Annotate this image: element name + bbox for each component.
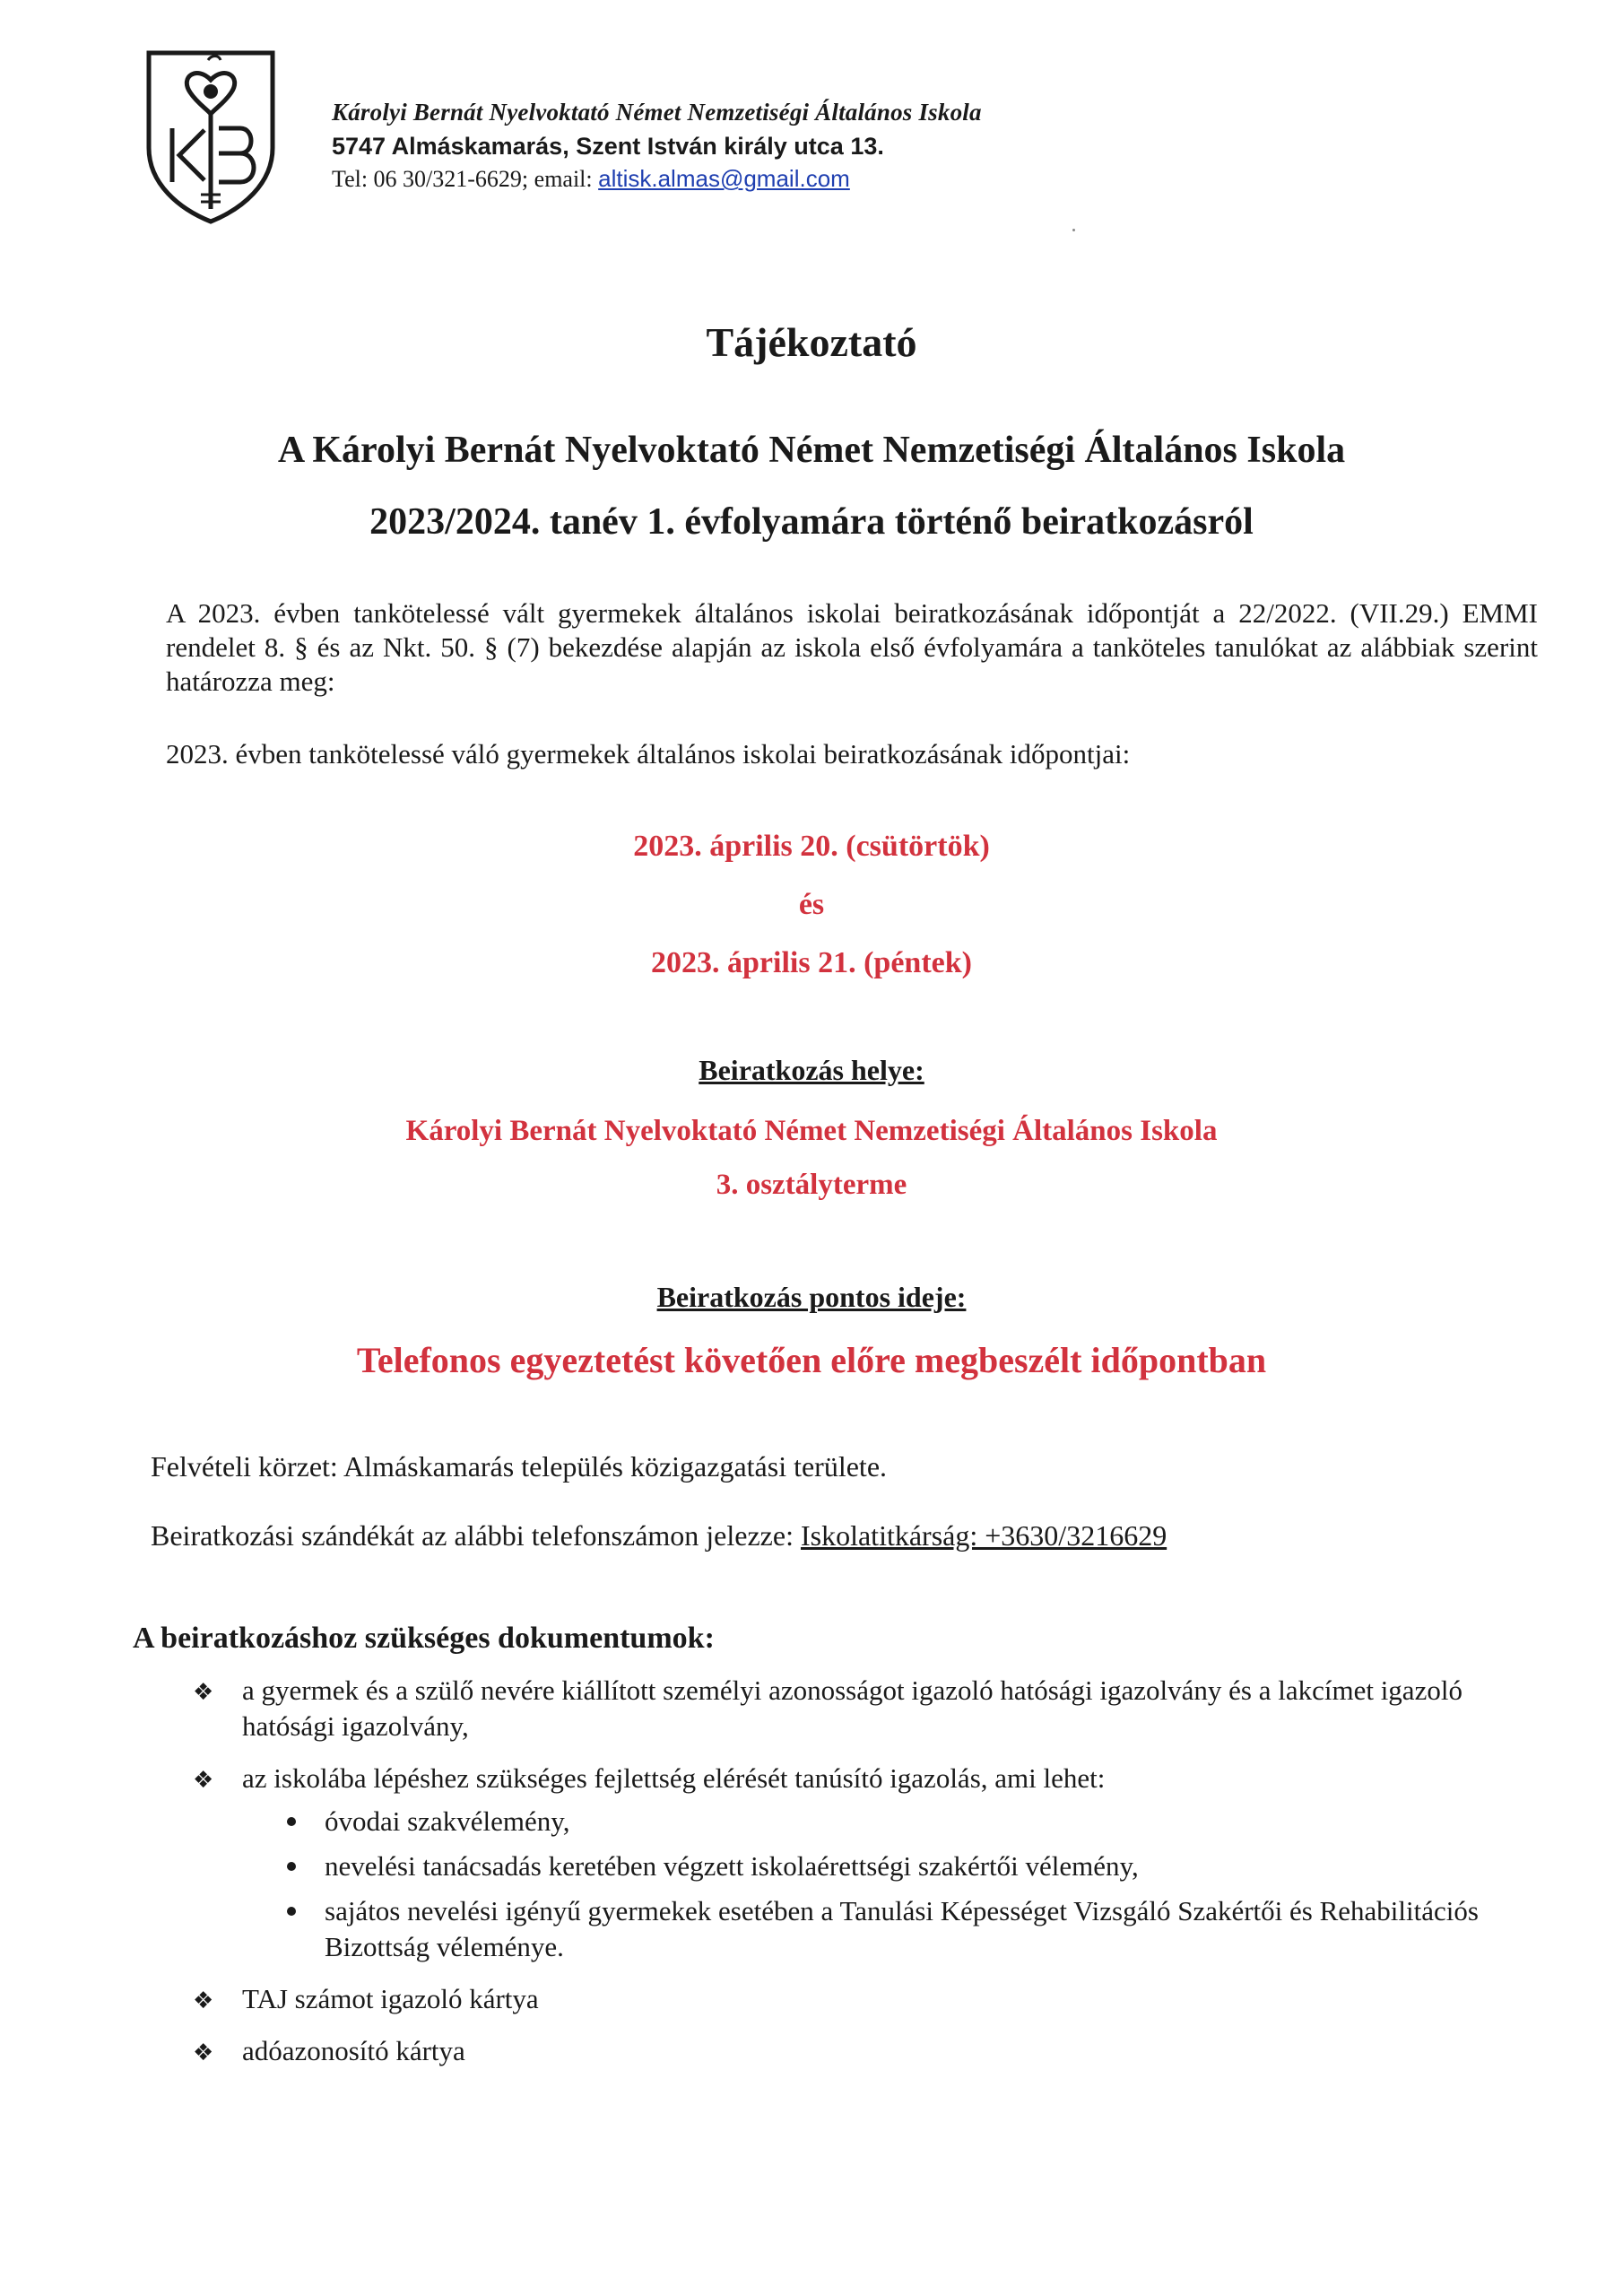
sublist-item xyxy=(287,1893,1538,1965)
bullet-dot-icon xyxy=(287,1817,296,1826)
subtitle-line-1: A Károlyi Bernát Nyelvoktató Német Nemzetiségi Általános Iskola xyxy=(277,430,1346,471)
phone-info xyxy=(151,1518,1167,1553)
scan-speck xyxy=(1072,229,1075,231)
location-room: 3. osztályterme xyxy=(716,1169,907,1201)
letterhead xyxy=(332,97,1318,195)
phone-prefix: Beiratkozási szándékát az alábbi telefonszámon jelezze: xyxy=(151,1519,801,1552)
documents-list xyxy=(193,1673,1538,2085)
list-item xyxy=(193,2033,1538,2069)
list-item xyxy=(193,1761,1538,1965)
location-name: Károlyi Bernát Nyelvoktató Német Nemzetiségi Általános Iskola xyxy=(405,1115,1218,1147)
school-phone: Iskolatitkárság: +3630/3216629 xyxy=(800,1519,1167,1552)
email-link[interactable]: altisk.almas@gmail.com xyxy=(598,165,850,192)
bullet-dot-icon xyxy=(287,1862,296,1871)
location-label: Beiratkozás helye: xyxy=(699,1054,924,1086)
sublist-item-text: sajátos nevelési igényű gyermekek esetében a Tanulási Képességet Vizsgáló Szakértői és Rehabilitációs Bizottság véleménye. xyxy=(325,1895,1479,1962)
school-address: 5747 Almáskamarás, Szent István király utca 13. xyxy=(332,133,884,160)
document-item-3: TAJ számot igazoló kártya xyxy=(242,1983,539,2014)
documents-title: A beiratkozáshoz szükséges dokumentumok: xyxy=(133,1622,715,1655)
time-label: Beiratkozás pontos ideje: xyxy=(656,1281,967,1313)
document-sublist xyxy=(287,1804,1538,1965)
document-item-4: adóazonosító kártya xyxy=(242,2035,465,2066)
time-text: Telefonos egyeztetést követően előre megbeszélt időpontban xyxy=(356,1340,1267,1380)
diamond-bullet-icon: ❖ xyxy=(193,1987,214,2014)
sublist-item xyxy=(287,1848,1538,1884)
diamond-bullet-icon: ❖ xyxy=(193,1679,214,1706)
dates-intro-paragraph: 2023. évben tankötelessé váló gyermekek általános iskolai beiratkozásának időpontjai: xyxy=(166,738,1131,770)
intro-paragraph: A 2023. évben tankötelessé vált gyermekek általános iskolai beiratkozásának időpontját a 22/2022. (VII.29.) EMMI rendelet 8. § és az Nkt. 50. § (7) bekezdése alapján az iskola első évfolyamára a tanköteles tanulókat az alábbiak szerint határozza meg: xyxy=(166,597,1538,697)
document-item-1: a gyermek és a szülő nevére kiállított személyi azonosságot igazoló hatósági igazolvány és a lakcímet igazoló hatósági igazolvány, xyxy=(242,1674,1462,1742)
enrollment-date-1: 2023. április 20. (csütörtök) xyxy=(633,830,990,863)
list-item xyxy=(193,1673,1538,1744)
district-info: Felvételi körzet: Almáskamarás település közigazgatási területe. xyxy=(151,1450,888,1483)
school-name: Károlyi Bernát Nyelvoktató Német Nemzetiségi Általános Iskola xyxy=(332,99,982,126)
subtitle-line-2: 2023/2024. tanév 1. évfolyamára történő beiratkozásról xyxy=(369,501,1254,543)
list-item xyxy=(193,1981,1538,2017)
sublist-item-text: óvodai szakvélemény, xyxy=(325,1805,570,1837)
school-logo xyxy=(143,49,278,224)
diamond-bullet-icon: ❖ xyxy=(193,1767,214,1794)
sublist-item-text: nevelési tanácsadás keretében végzett iskolaérettségi szakértői vélemény, xyxy=(325,1850,1139,1882)
page-title: Tájékoztató xyxy=(706,319,917,365)
document-item-2: az iskolába lépéshez szükséges fejlettség elérését tanúsító igazolás, ami lehet: xyxy=(242,1762,1106,1794)
sublist-item xyxy=(287,1804,1538,1839)
date-conjunction: és xyxy=(798,888,825,921)
contact-prefix: Tel: 06 30/321-6629; email: xyxy=(332,166,599,192)
bullet-dot-icon xyxy=(287,1907,296,1916)
school-contact xyxy=(332,163,1318,195)
school-shield-kb-icon xyxy=(143,49,278,224)
diamond-bullet-icon: ❖ xyxy=(193,2039,214,2066)
enrollment-date-2: 2023. április 21. (péntek) xyxy=(651,946,972,979)
